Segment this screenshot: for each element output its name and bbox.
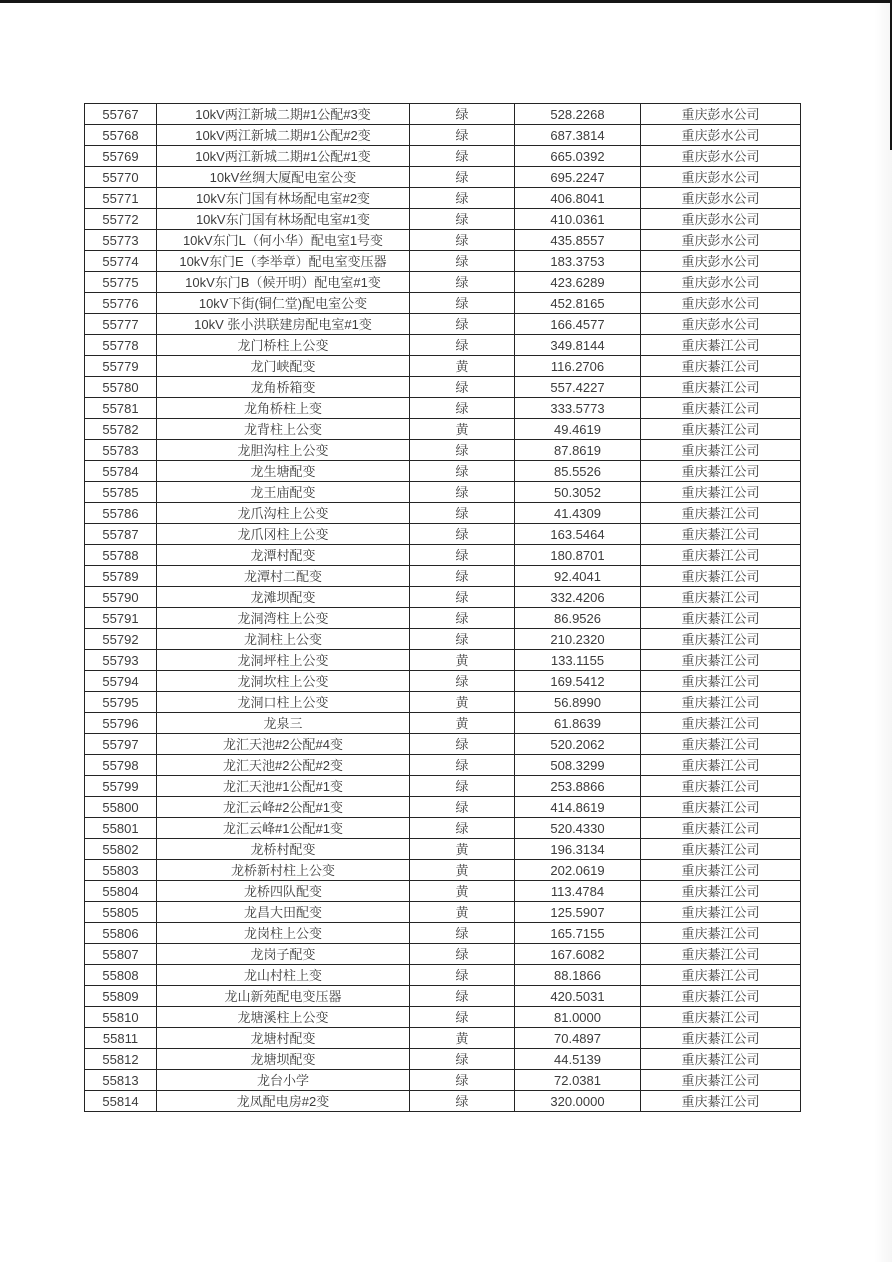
cell-record-id: 55810: [85, 1007, 157, 1028]
cell-status: 绿: [410, 104, 515, 125]
cell-company: 重庆彭水公司: [641, 314, 801, 335]
cell-value: 183.3753: [515, 251, 641, 272]
cell-status: 绿: [410, 629, 515, 650]
cell-transformer-name: 龙潭村二配变: [157, 566, 410, 587]
cell-company: 重庆綦江公司: [641, 965, 801, 986]
cell-transformer-name: 龙爪沟柱上公变: [157, 503, 410, 524]
cell-company: 重庆綦江公司: [641, 524, 801, 545]
cell-company: 重庆綦江公司: [641, 944, 801, 965]
cell-company: 重庆綦江公司: [641, 671, 801, 692]
cell-company: 重庆綦江公司: [641, 566, 801, 587]
cell-status: 绿: [410, 944, 515, 965]
cell-value: 414.8619: [515, 797, 641, 818]
cell-record-id: 55768: [85, 125, 157, 146]
table-row: [85, 545, 801, 566]
cell-value: 61.8639: [515, 713, 641, 734]
cell-status: 黄: [410, 692, 515, 713]
cell-transformer-name: 龙滩坝配变: [157, 587, 410, 608]
cell-company: 重庆綦江公司: [641, 1007, 801, 1028]
cell-transformer-name: 10kV东门国有林场配电室#1变: [157, 209, 410, 230]
cell-record-id: 55792: [85, 629, 157, 650]
cell-status: 绿: [410, 251, 515, 272]
cell-status: 绿: [410, 188, 515, 209]
cell-status: 黄: [410, 419, 515, 440]
cell-transformer-name: 龙角桥柱上变: [157, 398, 410, 419]
cell-company: 重庆彭水公司: [641, 125, 801, 146]
table-row: [85, 377, 801, 398]
cell-value: 687.3814: [515, 125, 641, 146]
table-row: [85, 125, 801, 146]
cell-company: 重庆綦江公司: [641, 482, 801, 503]
cell-transformer-name: 龙汇云峰#1公配#1变: [157, 818, 410, 839]
cell-status: 黄: [410, 713, 515, 734]
cell-status: 绿: [410, 923, 515, 944]
table-row: [85, 713, 801, 734]
cell-status: 绿: [410, 272, 515, 293]
cell-transformer-name: 10kV丝绸大厦配电室公变: [157, 167, 410, 188]
cell-transformer-name: 龙门桥柱上公变: [157, 335, 410, 356]
cell-status: 绿: [410, 608, 515, 629]
table-row: [85, 944, 801, 965]
cell-transformer-name: 龙昌大田配变: [157, 902, 410, 923]
table-row: [85, 356, 801, 377]
cell-value: 435.8557: [515, 230, 641, 251]
cell-status: 绿: [410, 587, 515, 608]
table-row: [85, 167, 801, 188]
table-row: [85, 335, 801, 356]
cell-status: 黄: [410, 356, 515, 377]
cell-company: 重庆綦江公司: [641, 881, 801, 902]
cell-record-id: 55800: [85, 797, 157, 818]
cell-company: 重庆彭水公司: [641, 188, 801, 209]
table-row: [85, 692, 801, 713]
cell-company: 重庆綦江公司: [641, 818, 801, 839]
cell-status: 黄: [410, 839, 515, 860]
cell-status: 绿: [410, 524, 515, 545]
cell-company: 重庆綦江公司: [641, 860, 801, 881]
table-row: [85, 209, 801, 230]
cell-transformer-name: 龙桥新村柱上公变: [157, 860, 410, 881]
cell-transformer-name: 10kV 张小洪联建房配电室#1变: [157, 314, 410, 335]
cell-value: 253.8866: [515, 776, 641, 797]
cell-company: 重庆彭水公司: [641, 230, 801, 251]
cell-value: 520.2062: [515, 734, 641, 755]
table-row: [85, 650, 801, 671]
table-row: [85, 566, 801, 587]
cell-company: 重庆彭水公司: [641, 104, 801, 125]
cell-value: 167.6082: [515, 944, 641, 965]
cell-status: 绿: [410, 440, 515, 461]
table-row: [85, 419, 801, 440]
cell-record-id: 55806: [85, 923, 157, 944]
cell-value: 180.8701: [515, 545, 641, 566]
cell-transformer-name: 10kV东门B（候开明）配电室#1变: [157, 272, 410, 293]
cell-record-id: 55775: [85, 272, 157, 293]
cell-value: 56.8990: [515, 692, 641, 713]
cell-status: 绿: [410, 965, 515, 986]
cell-company: 重庆綦江公司: [641, 839, 801, 860]
cell-record-id: 55781: [85, 398, 157, 419]
cell-record-id: 55808: [85, 965, 157, 986]
cell-status: 绿: [410, 566, 515, 587]
cell-value: 50.3052: [515, 482, 641, 503]
cell-company: 重庆綦江公司: [641, 629, 801, 650]
cell-company: 重庆綦江公司: [641, 1049, 801, 1070]
cell-company: 重庆綦江公司: [641, 419, 801, 440]
table-row: [85, 293, 801, 314]
cell-record-id: 55814: [85, 1091, 157, 1112]
cell-transformer-name: 龙洞柱上公变: [157, 629, 410, 650]
table-row: [85, 902, 801, 923]
cell-value: 41.4309: [515, 503, 641, 524]
cell-transformer-name: 10kV两江新城二期#1公配#2变: [157, 125, 410, 146]
cell-transformer-name: 龙凤配电房#2变: [157, 1091, 410, 1112]
cell-company: 重庆綦江公司: [641, 986, 801, 1007]
cell-transformer-name: 龙桥村配变: [157, 839, 410, 860]
cell-record-id: 55809: [85, 986, 157, 1007]
table-row: [85, 1028, 801, 1049]
cell-value: 125.5907: [515, 902, 641, 923]
cell-transformer-name: 龙洞坪柱上公变: [157, 650, 410, 671]
cell-value: 163.5464: [515, 524, 641, 545]
page-right-edge-shadow: [874, 0, 892, 1262]
substation-table-body: [85, 104, 801, 1112]
cell-value: 528.2268: [515, 104, 641, 125]
cell-status: 黄: [410, 1028, 515, 1049]
cell-transformer-name: 龙汇天池#2公配#4变: [157, 734, 410, 755]
cell-record-id: 55802: [85, 839, 157, 860]
cell-transformer-name: 龙台小学: [157, 1070, 410, 1091]
table-row: [85, 503, 801, 524]
cell-value: 87.8619: [515, 440, 641, 461]
cell-record-id: 55789: [85, 566, 157, 587]
cell-record-id: 55786: [85, 503, 157, 524]
table-row: [85, 986, 801, 1007]
table-row: [85, 524, 801, 545]
cell-status: 绿: [410, 1007, 515, 1028]
table-row: [85, 440, 801, 461]
cell-value: 406.8041: [515, 188, 641, 209]
cell-value: 85.5526: [515, 461, 641, 482]
table-row: [85, 1049, 801, 1070]
cell-status: 绿: [410, 755, 515, 776]
cell-value: 520.4330: [515, 818, 641, 839]
cell-transformer-name: 龙塘坝配变: [157, 1049, 410, 1070]
table-row: [85, 272, 801, 293]
cell-value: 49.4619: [515, 419, 641, 440]
cell-status: 绿: [410, 986, 515, 1007]
cell-record-id: 55787: [85, 524, 157, 545]
table-row: [85, 755, 801, 776]
cell-company: 重庆彭水公司: [641, 209, 801, 230]
table-row: [85, 1070, 801, 1091]
cell-record-id: 55780: [85, 377, 157, 398]
table-row: [85, 797, 801, 818]
cell-value: 332.4206: [515, 587, 641, 608]
cell-record-id: 55793: [85, 650, 157, 671]
cell-transformer-name: 龙潭村配变: [157, 545, 410, 566]
cell-company: 重庆綦江公司: [641, 692, 801, 713]
cell-status: 绿: [410, 167, 515, 188]
cell-status: 绿: [410, 1070, 515, 1091]
cell-transformer-name: 龙生塘配变: [157, 461, 410, 482]
cell-company: 重庆綦江公司: [641, 545, 801, 566]
table-row: [85, 734, 801, 755]
table-row: [85, 104, 801, 125]
table-row: [85, 629, 801, 650]
cell-transformer-name: 10kV东门E（李举章）配电室变压器: [157, 251, 410, 272]
cell-company: 重庆綦江公司: [641, 503, 801, 524]
cell-transformer-name: 龙塘溪柱上公变: [157, 1007, 410, 1028]
cell-transformer-name: 龙洞口柱上公变: [157, 692, 410, 713]
cell-record-id: 55801: [85, 818, 157, 839]
table-row: [85, 230, 801, 251]
cell-record-id: 55785: [85, 482, 157, 503]
cell-value: 423.6289: [515, 272, 641, 293]
cell-company: 重庆綦江公司: [641, 335, 801, 356]
cell-company: 重庆綦江公司: [641, 713, 801, 734]
cell-transformer-name: 龙背柱上公变: [157, 419, 410, 440]
cell-status: 绿: [410, 146, 515, 167]
cell-value: 202.0619: [515, 860, 641, 881]
cell-record-id: 55782: [85, 419, 157, 440]
cell-record-id: 55788: [85, 545, 157, 566]
cell-transformer-name: 10kV东门国有林场配电室#2变: [157, 188, 410, 209]
table-row: [85, 398, 801, 419]
table-row: [85, 965, 801, 986]
cell-value: 116.2706: [515, 356, 641, 377]
cell-company: 重庆綦江公司: [641, 650, 801, 671]
cell-record-id: 55803: [85, 860, 157, 881]
cell-company: 重庆綦江公司: [641, 377, 801, 398]
cell-company: 重庆綦江公司: [641, 398, 801, 419]
cell-transformer-name: 龙泉三: [157, 713, 410, 734]
cell-company: 重庆綦江公司: [641, 440, 801, 461]
cell-status: 绿: [410, 209, 515, 230]
cell-status: 绿: [410, 671, 515, 692]
cell-value: 133.1155: [515, 650, 641, 671]
cell-value: 210.2320: [515, 629, 641, 650]
cell-record-id: 55812: [85, 1049, 157, 1070]
cell-value: 92.4041: [515, 566, 641, 587]
cell-record-id: 55807: [85, 944, 157, 965]
cell-company: 重庆彭水公司: [641, 251, 801, 272]
table-row: [85, 923, 801, 944]
page-top-edge-line: [0, 0, 892, 3]
cell-value: 695.2247: [515, 167, 641, 188]
cell-company: 重庆綦江公司: [641, 755, 801, 776]
cell-transformer-name: 10kV东门L（何小华）配电室1号变: [157, 230, 410, 251]
table-row: [85, 818, 801, 839]
cell-transformer-name: 龙爪冈柱上公变: [157, 524, 410, 545]
cell-company: 重庆彭水公司: [641, 167, 801, 188]
cell-company: 重庆彭水公司: [641, 146, 801, 167]
cell-value: 665.0392: [515, 146, 641, 167]
table-row: [85, 314, 801, 335]
table-row: [85, 860, 801, 881]
cell-record-id: 55771: [85, 188, 157, 209]
cell-status: 绿: [410, 797, 515, 818]
cell-status: 绿: [410, 125, 515, 146]
cell-transformer-name: 10kV下街(铜仁堂)配电室公变: [157, 293, 410, 314]
cell-value: 70.4897: [515, 1028, 641, 1049]
cell-company: 重庆綦江公司: [641, 734, 801, 755]
cell-value: 420.5031: [515, 986, 641, 1007]
cell-company: 重庆綦江公司: [641, 923, 801, 944]
cell-record-id: 55774: [85, 251, 157, 272]
table-row: [85, 1091, 801, 1112]
cell-value: 196.3134: [515, 839, 641, 860]
cell-transformer-name: 10kV两江新城二期#1公配#1变: [157, 146, 410, 167]
cell-record-id: 55778: [85, 335, 157, 356]
cell-record-id: 55784: [85, 461, 157, 482]
cell-transformer-name: 龙汇云峰#2公配#1变: [157, 797, 410, 818]
cell-status: 绿: [410, 461, 515, 482]
cell-company: 重庆綦江公司: [641, 608, 801, 629]
cell-record-id: 55813: [85, 1070, 157, 1091]
cell-transformer-name: 龙角桥箱变: [157, 377, 410, 398]
cell-company: 重庆綦江公司: [641, 356, 801, 377]
cell-value: 44.5139: [515, 1049, 641, 1070]
table-row: [85, 251, 801, 272]
cell-transformer-name: 龙桥四队配变: [157, 881, 410, 902]
table-row: [85, 461, 801, 482]
cell-status: 黄: [410, 650, 515, 671]
cell-record-id: 55776: [85, 293, 157, 314]
cell-company: 重庆綦江公司: [641, 776, 801, 797]
cell-status: 绿: [410, 335, 515, 356]
cell-transformer-name: 龙胆沟柱上公变: [157, 440, 410, 461]
cell-transformer-name: 龙洞坎柱上公变: [157, 671, 410, 692]
cell-company: 重庆綦江公司: [641, 1070, 801, 1091]
table-row: [85, 671, 801, 692]
cell-record-id: 55790: [85, 587, 157, 608]
cell-record-id: 55769: [85, 146, 157, 167]
cell-status: 黄: [410, 860, 515, 881]
cell-value: 166.4577: [515, 314, 641, 335]
cell-value: 349.8144: [515, 335, 641, 356]
cell-value: 88.1866: [515, 965, 641, 986]
cell-transformer-name: 龙王庙配变: [157, 482, 410, 503]
cell-value: 86.9526: [515, 608, 641, 629]
cell-value: 333.5773: [515, 398, 641, 419]
cell-record-id: 55783: [85, 440, 157, 461]
cell-value: 557.4227: [515, 377, 641, 398]
cell-record-id: 55811: [85, 1028, 157, 1049]
table-row: [85, 1007, 801, 1028]
table-row: [85, 482, 801, 503]
cell-value: 72.0381: [515, 1070, 641, 1091]
cell-value: 81.0000: [515, 1007, 641, 1028]
cell-transformer-name: 龙山新苑配电变压器: [157, 986, 410, 1007]
table-row: [85, 146, 801, 167]
cell-record-id: 55773: [85, 230, 157, 251]
cell-value: 165.7155: [515, 923, 641, 944]
table-row: [85, 839, 801, 860]
cell-record-id: 55794: [85, 671, 157, 692]
cell-company: 重庆綦江公司: [641, 1028, 801, 1049]
cell-value: 320.0000: [515, 1091, 641, 1112]
cell-status: 绿: [410, 818, 515, 839]
table-row: [85, 881, 801, 902]
cell-record-id: 55777: [85, 314, 157, 335]
cell-record-id: 55798: [85, 755, 157, 776]
cell-record-id: 55779: [85, 356, 157, 377]
cell-record-id: 55770: [85, 167, 157, 188]
cell-transformer-name: 龙塘村配变: [157, 1028, 410, 1049]
cell-company: 重庆彭水公司: [641, 293, 801, 314]
cell-status: 绿: [410, 503, 515, 524]
cell-status: 绿: [410, 776, 515, 797]
substation-table: [84, 103, 801, 1112]
cell-status: 黄: [410, 881, 515, 902]
cell-value: 508.3299: [515, 755, 641, 776]
cell-status: 绿: [410, 398, 515, 419]
cell-record-id: 55797: [85, 734, 157, 755]
cell-status: 黄: [410, 902, 515, 923]
cell-value: 169.5412: [515, 671, 641, 692]
cell-transformer-name: 龙汇天池#1公配#1变: [157, 776, 410, 797]
cell-company: 重庆綦江公司: [641, 587, 801, 608]
cell-transformer-name: 龙汇天池#2公配#2变: [157, 755, 410, 776]
table-row: [85, 188, 801, 209]
cell-company: 重庆綦江公司: [641, 797, 801, 818]
cell-status: 绿: [410, 293, 515, 314]
cell-record-id: 55799: [85, 776, 157, 797]
cell-record-id: 55795: [85, 692, 157, 713]
cell-status: 绿: [410, 482, 515, 503]
cell-company: 重庆綦江公司: [641, 1091, 801, 1112]
cell-record-id: 55767: [85, 104, 157, 125]
cell-status: 绿: [410, 1049, 515, 1070]
cell-record-id: 55772: [85, 209, 157, 230]
table-row: [85, 776, 801, 797]
cell-record-id: 55791: [85, 608, 157, 629]
cell-transformer-name: 龙山村柱上变: [157, 965, 410, 986]
cell-status: 绿: [410, 1091, 515, 1112]
cell-status: 绿: [410, 230, 515, 251]
cell-record-id: 55796: [85, 713, 157, 734]
cell-record-id: 55804: [85, 881, 157, 902]
cell-transformer-name: 龙岗子配变: [157, 944, 410, 965]
cell-company: 重庆彭水公司: [641, 272, 801, 293]
cell-transformer-name: 龙门峡配变: [157, 356, 410, 377]
cell-value: 452.8165: [515, 293, 641, 314]
table-row: [85, 608, 801, 629]
cell-transformer-name: 龙洞湾柱上公变: [157, 608, 410, 629]
cell-status: 绿: [410, 314, 515, 335]
cell-value: 113.4784: [515, 881, 641, 902]
cell-company: 重庆綦江公司: [641, 902, 801, 923]
cell-value: 410.0361: [515, 209, 641, 230]
cell-record-id: 55805: [85, 902, 157, 923]
cell-status: 绿: [410, 377, 515, 398]
cell-transformer-name: 龙岗柱上公变: [157, 923, 410, 944]
cell-transformer-name: 10kV两江新城二期#1公配#3变: [157, 104, 410, 125]
cell-company: 重庆綦江公司: [641, 461, 801, 482]
cell-status: 绿: [410, 545, 515, 566]
table-row: [85, 587, 801, 608]
cell-status: 绿: [410, 734, 515, 755]
